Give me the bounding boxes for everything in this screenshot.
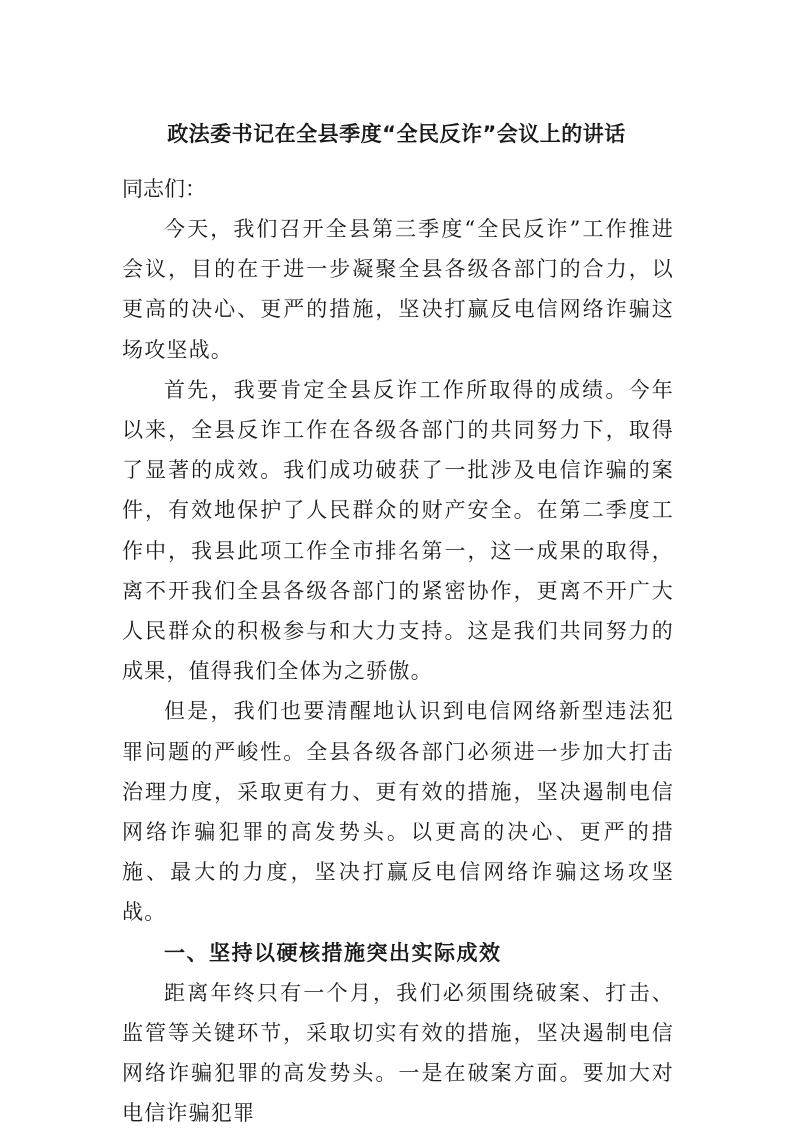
paragraph: 首先，我要肯定全县反诈工作所取得的成绩。今年以来，全县反诈工作在各级各部门的共同努力下，取得了显著的成效。我们成功破获了一批涉及电信诈骗的案件，有效地保护了人民群众的财产安全。在第二季度工作中，我县此项工作全市排名第一，这一成果的取得，离不开我们全县各级各部门的紧密协作，更离不开广大人民群众的积极参与和大力支持。这是我们共同努力的成果，值得我们全体为之骄傲。 bbox=[122, 377, 674, 684]
section-heading: 一、坚持以硬核措施突出实际成效 bbox=[164, 940, 502, 965]
paragraph: 今天，我们召开全县第三季度“全民反诈”工作推进会议，目的在于进一步凝聚全县各级各部门的合力，以更高的决心、更严的措施，坚决打赢反电信网络诈骗这场攻坚战。 bbox=[122, 217, 674, 362]
document-body bbox=[122, 209, 674, 1134]
paragraph: 但是，我们也要清醒地认识到电信网络新型违法犯罪问题的严峻性。全县各级各部门必须进一步加大打击治理力度，采取更有力、更有效的措施，坚决遏制电信网络诈骗犯罪的高发势头。以更高的决心、更严的措施、最大的力度，坚决打赢反电信网络诈骗这场攻坚战。 bbox=[122, 699, 674, 925]
document-title: 政法委书记在全县季度“全民反诈”会议上的讲话 bbox=[167, 122, 626, 146]
paragraph: 距离年终只有一个月，我们必须围绕破案、打击、监管等关键环节，采取切实有效的措施，坚决遏制电信网络诈骗犯罪的高发势头。一是在破案方面。要加大对电信诈骗犯罪 bbox=[122, 980, 674, 1126]
salutation: 同志们： bbox=[122, 177, 206, 201]
